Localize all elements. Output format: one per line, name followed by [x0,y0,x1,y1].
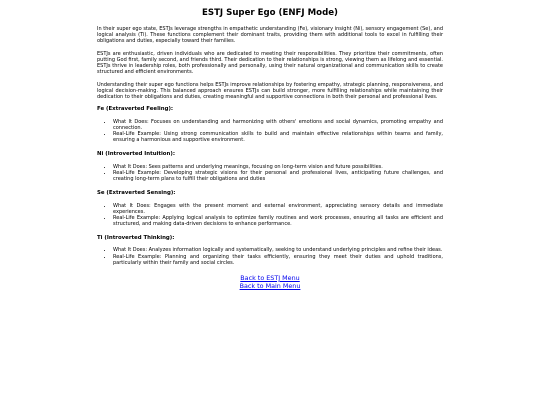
list-item: • Real-Life Example: Planning and organizing their tasks efficiently, ensuring they meet their duties and uphold traditions, particularly within their family and social circles. [113,254,443,266]
list-item: • Real-Life Example: Using strong communication skills to build and maintain effective relationships within teams and family, ensuring a harmonious and supportive environment. [113,131,443,143]
section-list-fe [97,119,443,143]
section-heading-se: Se (Extraverted Sensing): [97,190,176,197]
description-paragraph: ESTJs are enthusiastic, driven individuals who are dedicated to meeting their responsibilities. They prioritize their commitments, often putting God first, family second, and friends third. Their dedication to their relationships is strong, viewing them as lifelong and essential. ESTJs thrive in leadership roles, both professionally and personally, using their natural organizational and communication skills to create structured and efficient environments. [97,50,443,76]
list-item: • Real-Life Example: Applying logical analysis to optimize family routines and work processes, ensuring all tasks are efficient and structured, and making data-driven decisions to enhance performance. [113,215,443,227]
intro-paragraph: In their super ego state, ESTJs leverage strengths in empathetic understanding (Fe), visionary insight (Ni), sensory engagement (Se), and logical analysis (Ti). These functions complement their dominant traits, providing them with additional tools to excel in fulfilling their obligations and duties, especially toward their families. [97,26,443,45]
section-list-ti [97,247,443,265]
section-heading-ni: Ni (Introverted Intuition): [97,151,175,158]
section-list-ni [97,164,443,182]
list-item: • Real-Life Example: Developing strategic visions for their personal and professional lives, anticipating future challenges, and creating long-term plans to fulfill their obligations and duties [113,170,443,182]
list-item: • What It Does: Focuses on understanding and harmonizing with others' emotions and social dynamics, promoting empathy and connection. [113,119,443,131]
back-to-estj-menu-link[interactable]: Back to ESTJ Menu [240,273,300,282]
back-to-main-menu-link[interactable]: Back to Main Menu [239,281,301,290]
list-item: • What It Does: Analyzes information logically and systematically, seeking to understand underlying principles and refine their ideas. [113,247,443,253]
page-title: ESTJ Super Ego (ENFJ Mode) [202,8,338,18]
list-item: • What It Does: Sees patterns and underlying meanings, focusing on long-term vision and future possibilities. [113,164,443,170]
summary-paragraph: Understanding their super ego functions helps ESTJs improve relationships by fostering empathy, strategic planning, responsiveness, and logical decision-making. This balanced approach ensures ESTJs can build stronger, more fulfilling relationships while maintaining their dedication to their obligations and duties, creating meaningful and supportive connections in both their personal and professional lives. [97,81,443,100]
list-item: • What It Does: Engages with the present moment and external environment, appreciating sensory details and immediate experiences. [113,203,443,215]
nav-links [97,274,443,290]
page-content [97,0,443,290]
section-heading-ti: Ti (Introverted Thinking): [97,234,175,241]
section-list-se [97,203,443,227]
section-heading-fe: Fe (Extraverted Feeling): [97,106,174,113]
